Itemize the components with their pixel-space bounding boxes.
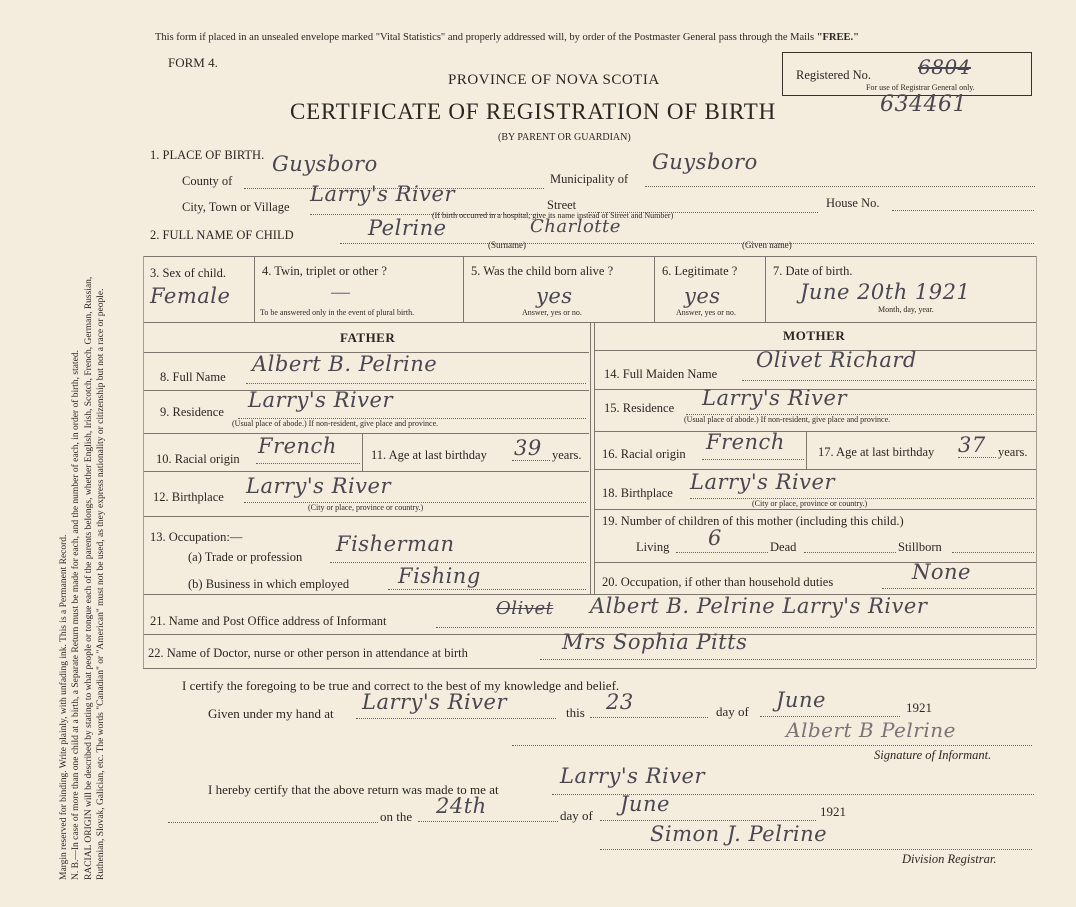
county-label: County of — [182, 174, 233, 188]
mother-age-label: 17. Age at last birthday — [818, 445, 935, 459]
doctor-value: Mrs Sophia Pitts — [562, 630, 748, 654]
mother-residence-value: Larry's River — [702, 386, 847, 410]
informant-signature: Albert B Pelrine — [786, 718, 956, 742]
father-business-value: Fishing — [398, 564, 481, 588]
registrar-day-value: 24th — [436, 794, 487, 818]
father-name-value: Albert B. Pelrine — [252, 352, 438, 376]
informant-label: 21. Name and Post Office address of Informant — [150, 614, 387, 628]
certify-month-value: June — [776, 688, 826, 712]
mother-birthplace-note: (City or place, province or country.) — [752, 499, 868, 508]
birth-date-note: Month, day, year. — [878, 305, 934, 314]
mother-name-value: Olivet Richard — [756, 348, 917, 372]
father-trade-label: (a) Trade or profession — [188, 550, 303, 564]
father-occupation-label: 13. Occupation:— — [150, 530, 243, 544]
margin-note-3: RACIAL ORIGIN will be described by stating to what people or tongue each of the parents belongs, whether English, Irish, Scotch, French, German, Russian, — [83, 276, 94, 880]
hospital-note: (If birth occurred in a hospital, give its name instead of Street and Number) — [432, 211, 674, 220]
child-surname: Pelrine — [368, 216, 447, 240]
father-birthplace-label: 12. Birthplace — [153, 490, 224, 504]
registrar-signature: Simon J. Pelrine — [650, 822, 828, 846]
birth-date-label: 7. Date of birth. — [773, 264, 853, 278]
informant-struck-name: Olivet — [496, 598, 554, 619]
mother-occupation-value: None — [912, 560, 971, 584]
father-racial-label: 10. Racial origin — [156, 452, 240, 466]
postal-note-text: This form if placed in an unsealed envelope marked "Vital Statistics" and properly addressed will, by order of the Postmaster General pass through the Mails — [155, 32, 815, 43]
form-number: FORM 4. — [168, 55, 218, 70]
child-name-label: 2. FULL NAME OF CHILD — [150, 228, 294, 242]
certificate-subtitle: (BY PARENT OR GUARDIAN) — [498, 132, 631, 143]
mother-heading: MOTHER — [783, 328, 846, 343]
street-label: Street — [547, 198, 577, 212]
father-business-label: (b) Business in which employed — [188, 577, 350, 591]
informant-value: Albert B. Pelrine Larry's River — [590, 594, 928, 618]
doctor-label: 22. Name of Doctor, nurse or other person in attendance at birth — [148, 646, 468, 660]
registrar-day-of-label: day of — [560, 808, 593, 823]
twin-label: 4. Twin, triplet or other ? — [262, 264, 387, 278]
city-label: City, Town or Village — [182, 200, 290, 214]
twin-value: — — [330, 280, 352, 304]
postal-free: "FREE." — [816, 32, 859, 43]
registrar-signature-label: Division Registrar. — [902, 852, 997, 866]
this-label: this — [566, 705, 585, 720]
municipality-label: Municipality of — [550, 172, 629, 186]
registered-new-number: 634461 — [880, 92, 967, 117]
city-value: Larry's River — [310, 182, 455, 206]
father-residence-note: (Usual place of abode.) If non-resident, give place and province. — [232, 419, 439, 428]
registrar-statement: I hereby certify that the above return was made to me at — [208, 782, 499, 797]
child-given-name: Charlotte — [530, 216, 621, 237]
registered-old-number: 6804 — [918, 55, 971, 79]
certify-year: 1921 — [906, 700, 932, 715]
postal-note — [155, 32, 859, 43]
registrar-month-value: June — [620, 792, 670, 816]
province-title: PROVINCE OF NOVA SCOTIA — [448, 72, 660, 88]
living-label: Living — [636, 540, 670, 554]
mother-children-label: 19. Number of children of this mother (including this child.) — [602, 514, 904, 528]
father-residence-value: Larry's River — [248, 388, 393, 412]
living-value: 6 — [708, 526, 722, 550]
mother-birthplace-label: 18. Birthplace — [602, 486, 673, 500]
county-value: Guysboro — [272, 152, 378, 176]
certificate-title: CERTIFICATE OF REGISTRATION OF BIRTH — [290, 99, 777, 124]
certify-statement: I certify the foregoing to be true and correct to the best of my knowledge and belief. — [182, 678, 620, 693]
dead-label: Dead — [770, 540, 797, 554]
margin-note-4: Ruthenian, Slovak, Galician, etc. The words "Canadian" or "American" must not be used, as they express nationality or citizenship but not a race or people. — [96, 288, 107, 880]
father-birthplace-note: (City or place, province or country.) — [308, 503, 424, 512]
registrar-on-label: on the — [380, 809, 413, 824]
twin-note: To be answered only in the event of plural birth. — [260, 308, 415, 317]
father-trade-value: Fisherman — [336, 532, 455, 556]
father-racial-value: French — [258, 434, 337, 458]
municipality-value: Guysboro — [652, 150, 758, 174]
certify-day-value: 23 — [606, 690, 634, 714]
given-caption: (Given name) — [742, 240, 792, 250]
certify-day-of-label: day of — [716, 704, 749, 719]
margin-note-2: N. B.—In case of more than one child at a birth, a Separate Return must be made for each, and the number of each, in order of birth, stated. — [71, 350, 82, 880]
father-age-value: 39 — [514, 436, 542, 460]
margin-note-1: Margin reserved for binding. Write plainly, with unfading ink. This is a Permanent Record. — [59, 534, 69, 880]
registered-note: For use of Registrar General only. — [866, 83, 975, 92]
mother-name-label: 14. Full Maiden Name — [604, 367, 718, 381]
mother-residence-note: (Usual place of abode.) If non-resident, give place and province. — [684, 415, 891, 424]
given-place-value: Larry's River — [362, 690, 507, 714]
sex-label: 3. Sex of child. — [150, 266, 227, 280]
birth-date-value: June 20th 1921 — [800, 280, 971, 304]
father-age-label: 11. Age at last birthday — [371, 448, 487, 462]
father-birthplace-value: Larry's River — [246, 474, 391, 498]
father-residence-label: 9. Residence — [160, 405, 224, 419]
father-name-label: 8. Full Name — [160, 370, 226, 384]
registered-label: Registered No. — [796, 68, 871, 82]
margin-notes — [58, 20, 108, 880]
stillborn-label: Stillborn — [898, 540, 942, 554]
mother-racial-value: French — [706, 430, 785, 454]
given-under-label: Given under my hand at — [208, 706, 334, 721]
father-age-years: years. — [552, 448, 582, 462]
mother-racial-label: 16. Racial origin — [602, 447, 686, 461]
legitimate-note: Answer, yes or no. — [676, 308, 736, 317]
place-section-label: 1. PLACE OF BIRTH. — [150, 148, 265, 162]
registrar-year: 1921 — [820, 804, 846, 819]
father-heading: FATHER — [340, 330, 396, 345]
house-label: House No. — [826, 196, 880, 210]
legitimate-label: 6. Legitimate ? — [662, 264, 738, 278]
registrar-place-value: Larry's River — [560, 764, 705, 788]
alive-label: 5. Was the child born alive ? — [471, 264, 614, 278]
mother-birthplace-value: Larry's River — [690, 470, 835, 494]
surname-caption: (Surname) — [488, 240, 526, 250]
alive-value: yes — [536, 284, 573, 308]
mother-age-value: 37 — [958, 433, 986, 457]
mother-residence-label: 15. Residence — [604, 401, 675, 415]
alive-note: Answer, yes or no. — [522, 308, 582, 317]
sex-value: Female — [150, 284, 231, 308]
legitimate-value: yes — [684, 284, 721, 308]
mother-occupation-label: 20. Occupation, if other than household duties — [602, 575, 834, 589]
informant-signature-label: Signature of Informant. — [874, 748, 992, 762]
mother-age-years: years. — [998, 445, 1028, 459]
